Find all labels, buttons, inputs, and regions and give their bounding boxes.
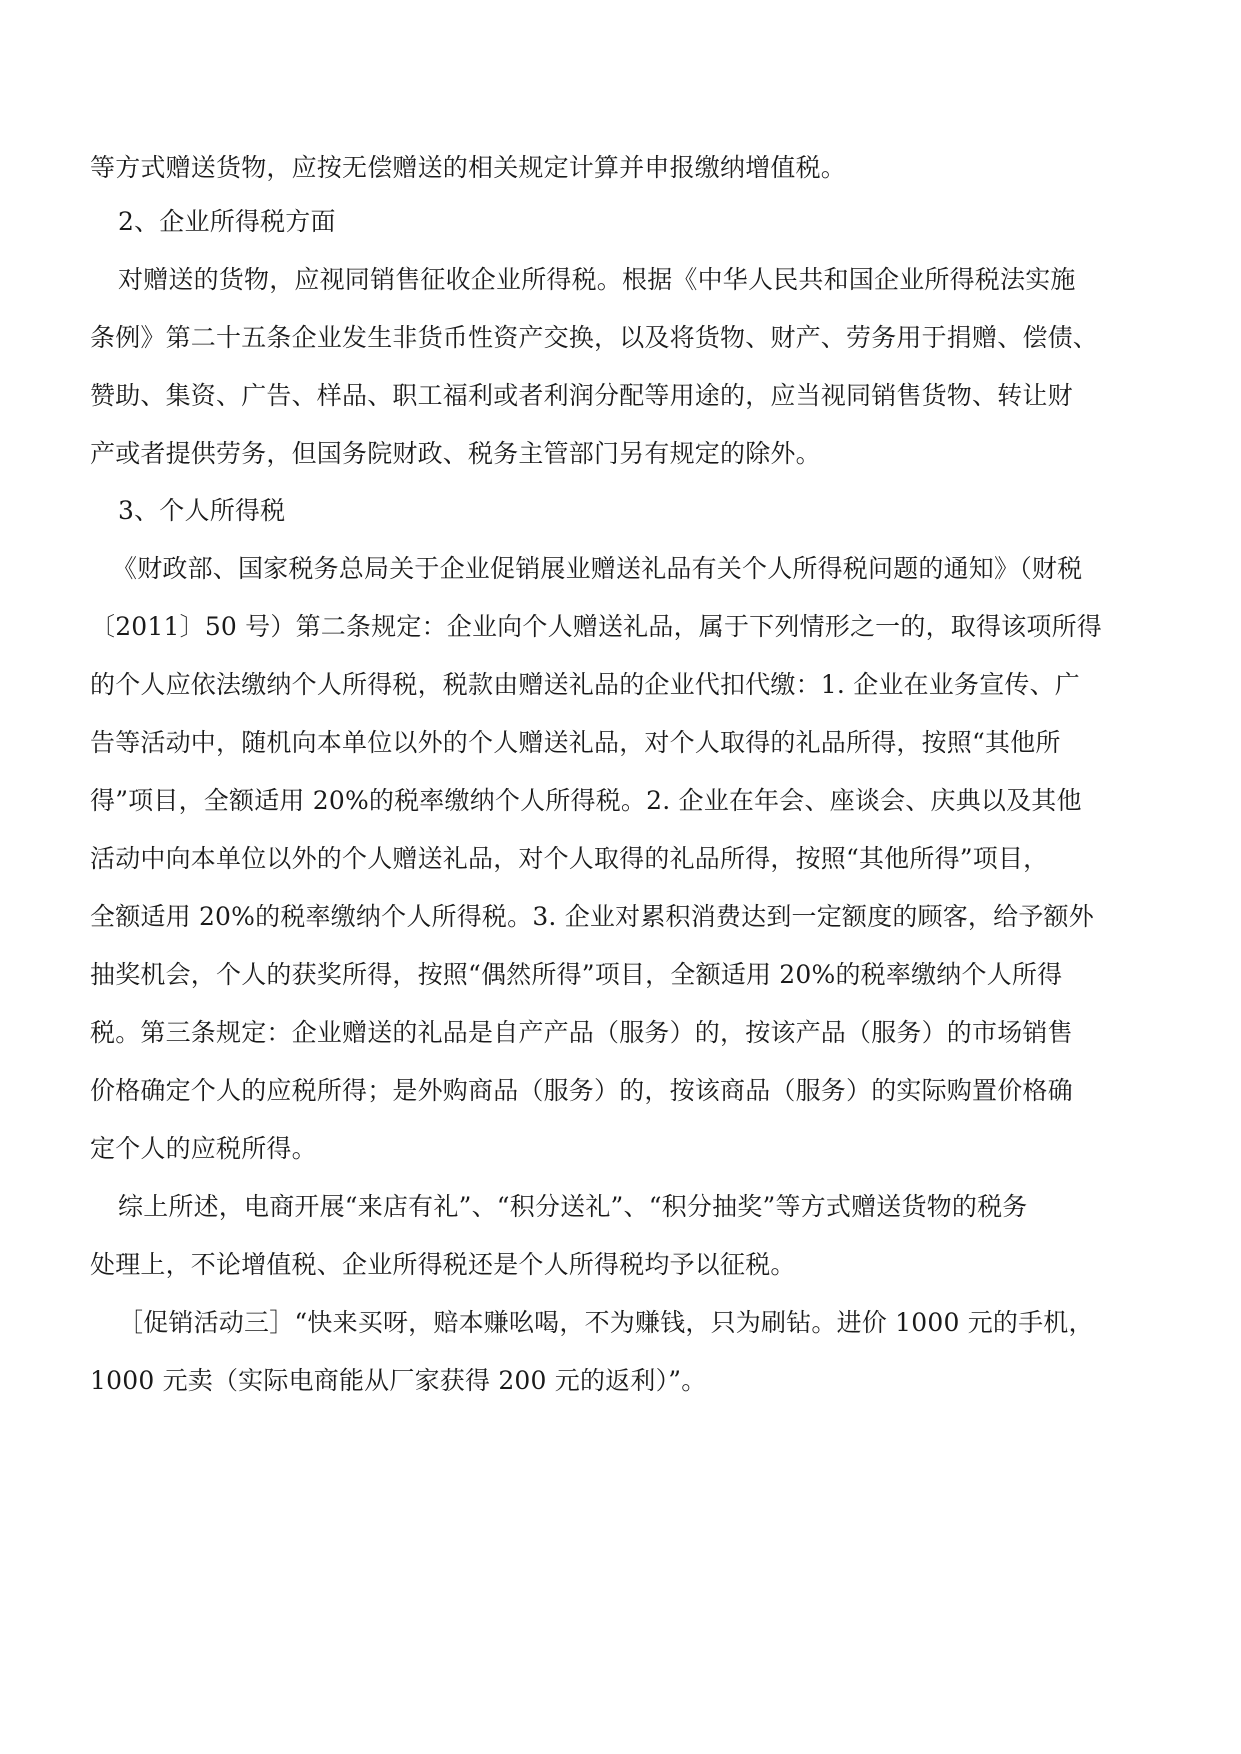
text-line-15: 抽奖机会，个人的获奖所得，按照“偶然所得”项目，全额适用 20%的税率缴纳个人所得 <box>90 960 1063 989</box>
text-line-18: 定个人的应税所得。 <box>90 1134 317 1163</box>
text-line-19: 综上所述，电商开展“来店有礼”、“积分送礼”、“积分抽奖”等方式赠送货物的税务 <box>118 1192 1028 1221</box>
text-line-6: 产或者提供劳务，但国务院财政、税务主管部门另有规定的除外。 <box>90 439 821 468</box>
text-line-10: 的个人应依法缴纳个人所得税，税款由赠送礼品的企业代扣代缴：1. 企业在业务宣传、广 <box>90 670 1081 699</box>
section-heading-corporate-income-tax: 2、企业所得税方面 <box>118 207 336 236</box>
text-line-22: 1000 元卖（实际电商能从厂家获得 200 元的返利）”。 <box>90 1366 707 1395</box>
text-line-1: 等方式赠送货物，应按无偿赠送的相关规定计算并申报缴纳增值税。 <box>90 153 847 182</box>
text-line-5: 赞助、集资、广告、样品、职工福利或者利润分配等用途的，应当视同销售货物、转让财 <box>90 381 1073 410</box>
text-line-17: 价格确定个人的应税所得；是外购商品（服务）的，按该商品（服务）的实际购置价格确 <box>90 1076 1073 1105</box>
text-line-16: 税。第三条规定：企业赠送的礼品是自产产品（服务）的，按该产品（服务）的市场销售 <box>90 1018 1073 1047</box>
text-line-20: 处理上，不论增值税、企业所得税还是个人所得税均予以征税。 <box>90 1250 796 1279</box>
text-line-13: 活动中向本单位以外的个人赠送礼品，对个人取得的礼品所得，按照“其他所得”项目， <box>90 844 1049 873</box>
text-line-12: 得”项目，全额适用 20%的税率缴纳个人所得税。2. 企业在年会、座谈会、庆典以及其他 <box>90 786 1082 815</box>
text-line-4: 条例》第二十五条企业发生非货币性资产交换，以及将货物、财产、劳务用于捐赠、偿债、 <box>90 323 1099 352</box>
text-line-9: 〔2011〕50 号）第二条规定：企业向个人赠送礼品，属于下列情形之一的，取得该项所得 <box>90 612 1102 641</box>
text-line-14: 全额适用 20%的税率缴纳个人所得税。3. 企业对累积消费达到一定额度的顾客，给予额外 <box>90 902 1094 931</box>
text-line-11: 告等活动中，随机向本单位以外的个人赠送礼品，对个人取得的礼品所得，按照“其他所 <box>90 728 1061 757</box>
text-line-21: ［促销活动三］“快来买呀，赔本赚吆喝，不为赚钱，只为刷钻。进价 1000 元的手机， <box>118 1308 1094 1337</box>
text-line-3: 对赠送的货物，应视同销售征收企业所得税。根据《中华人民共和国企业所得税法实施 <box>118 265 1076 294</box>
text-line-8: 《财政部、国家税务总局关于企业促销展业赠送礼品有关个人所得税问题的通知》（财税 <box>112 554 1083 583</box>
section-heading-personal-income-tax: 3、个人所得税 <box>118 496 286 525</box>
